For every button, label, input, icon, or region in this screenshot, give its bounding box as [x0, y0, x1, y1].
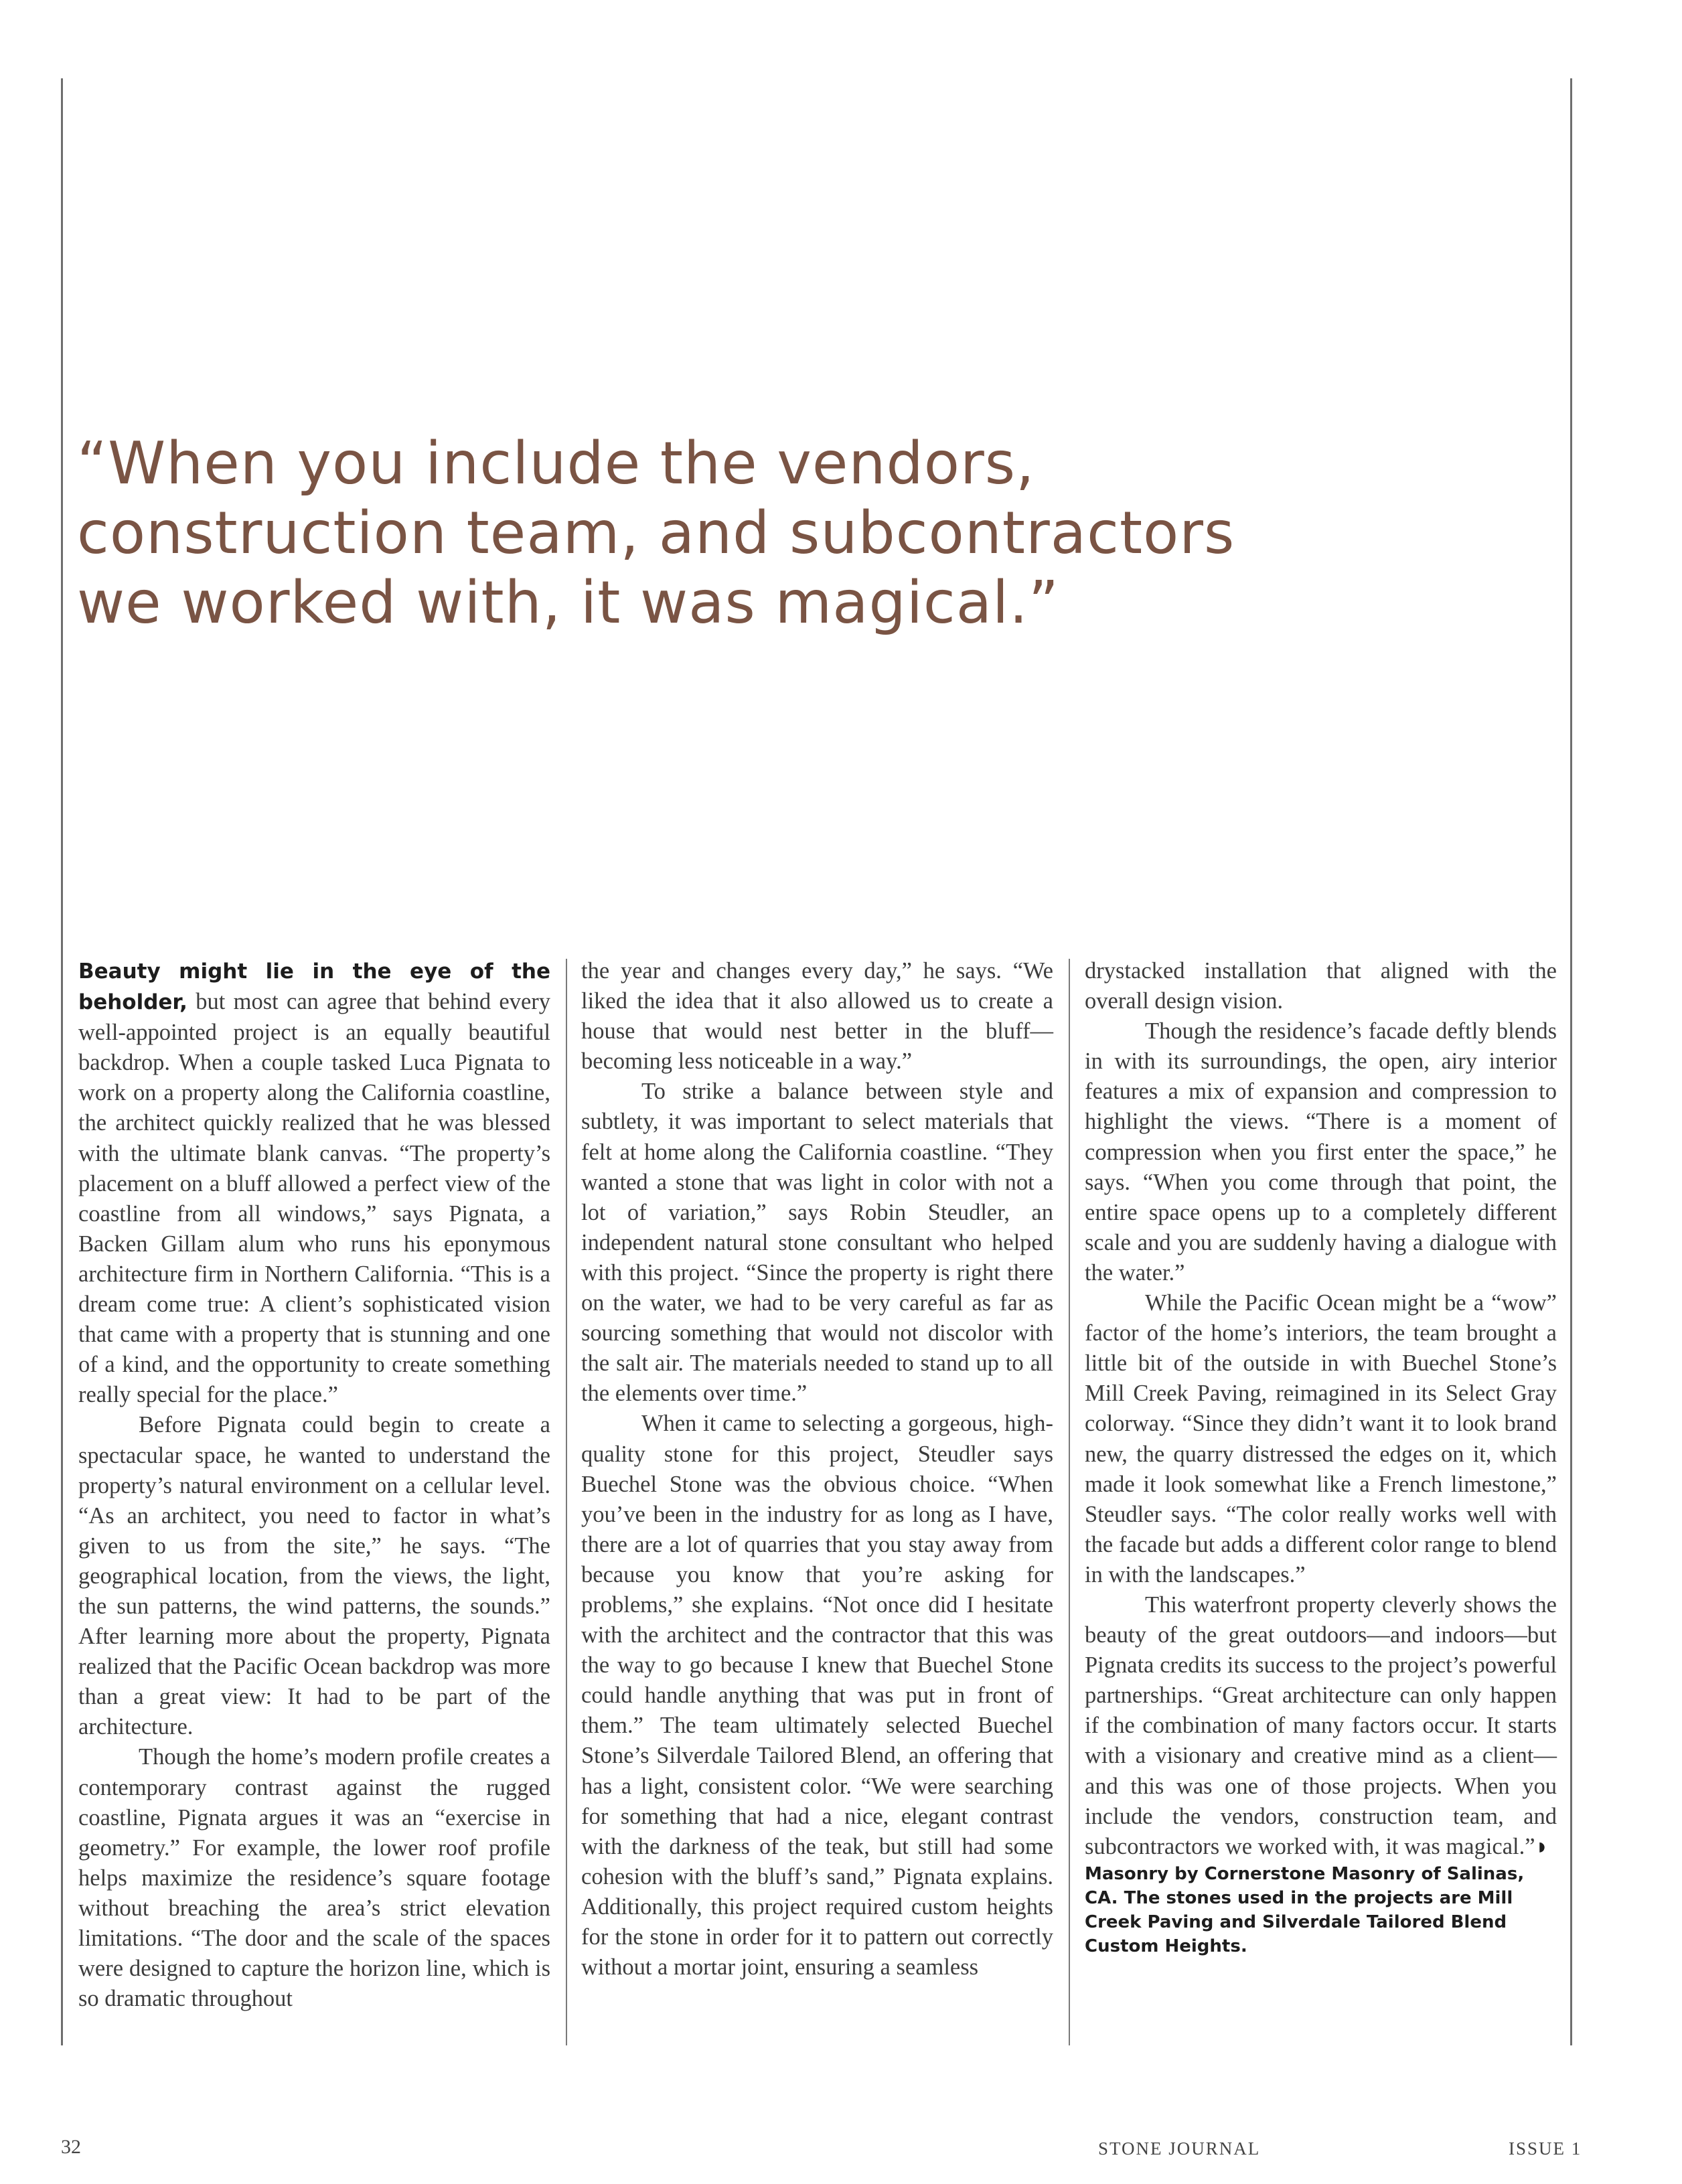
- paragraph-text: This waterfront property cleverly shows the beauty of the great outdoors—and indoors—but Pignata credits its success to the project’s powerful partnerships. “Great architecture can only happen if the combination of many factors occur. It starts with a visionary and creative mind as a client—and this was one of those projects. When you include the vendors, construction team, and subcontractors we worked with, it was magical.”: [1085, 1591, 1557, 1859]
- article-column-2: [581, 956, 1053, 1982]
- paragraph: [78, 956, 550, 1410]
- paragraph: While the Pacific Ocean might be a “wow” factor of the home’s interiors, the team brought a little bit of the outside in with Buechel Stone’s Mill Creek Paving, reimagined in its Select Gray colorway. “Since they didn’t want it to look brand new, the quarry distressed the edges on it, which made it look somewhat like a French limestone,” Steudler says. “The color really works well with the facade but adds a different color range to blend in with the landscapes.”: [1085, 1290, 1557, 1587]
- page-left-rule: [61, 78, 63, 2045]
- pull-quote-line: we worked with, it was magical.”: [77, 568, 1059, 637]
- photo-caption: Masonry by Cornerstone Masonry of Salinas, CA. The stones used in the projects are Mill Creek Paving and Silverdale Tailored Blend Custom Heights.: [1085, 1863, 1525, 1956]
- lead-in: Beauty might lie in the eye of the beholder,: [78, 959, 550, 1015]
- page-right-rule: [1570, 78, 1572, 2045]
- article-column-3: [1085, 956, 1557, 1958]
- pull-quote: [77, 428, 1349, 637]
- issue-label: ISSUE 1: [1509, 2138, 1582, 2159]
- paragraph-text: but most can agree that behind every well-appointed project is an equally beautiful backdrop. When a couple tasked Luca Pignata to work on a property along the California coastline, the architect quickly realized that he was blessed with the ultimate blank canvas. “The property’s placement on a bluff allowed a perfect view of the coastline from all windows,” says Pignata, a Backen Gillam alum who runs his eponymous architecture firm in Northern California. “This is a dream come true: A client’s sophisticated vision that came with a property that is stunning and one of a kind, and the opportunity to create something really special for the place.”: [78, 989, 550, 1408]
- paragraph: the year and changes every day,” he says. “We liked the idea that it also allowed us to create a house that would nest better in the bluff—becoming less noticeable in a way.”: [581, 958, 1053, 1075]
- pull-quote-line: construction team, and subcontractors: [77, 499, 1235, 567]
- column-divider-1: [566, 959, 567, 2045]
- paragraph: [1085, 1590, 1557, 1862]
- page-number: 32: [61, 2136, 81, 2158]
- paragraph: drystacked installation that aligned with the overall design vision.: [1085, 958, 1557, 1014]
- paragraph: To strike a balance between style and subtlety, it was important to select materials that felt at home along the California coastline. “They wanted a stone that was light in color with not a lot of variation,” says Robin Steudler, an independent natural stone consultant who helped with this project. “Since the property is right there on the water, we had to be very careful as far as sourcing something that would not discolor with the salt air. The materials needed to stand up to all the elements over time.”: [581, 1079, 1053, 1407]
- paragraph: Before Pignata could begin to create a spectacular space, he wanted to understand the property’s natural environment on a cellular level. “As an architect, you need to factor in what’s given to us from the site,” he says. “The geographical location, from the views, the light, the sun patterns, the wind patterns, the sounds.” After learning more about the property, Pignata realized that the Pacific Ocean backdrop was more than a great view: It had to be part of the architecture.: [78, 1412, 550, 1740]
- column-divider-2: [1069, 959, 1070, 2045]
- end-mark-icon: ◗: [1535, 1833, 1549, 1859]
- pull-quote-line: “When you include the vendors,: [77, 429, 1035, 497]
- article-column-1: [78, 956, 550, 2014]
- paragraph: Though the residence’s facade deftly blends in with its surroundings, the open, airy interior features a mix of expansion and compression to highlight the views. “There is a moment of compression when you first enter the space,” he says. “When you come through that point, the entire space opens up to a completely different scale and you are suddenly having a dialogue with the water.”: [1085, 1018, 1557, 1285]
- journal-name: STONE JOURNAL: [1098, 2138, 1261, 2159]
- paragraph: When it came to selecting a gorgeous, high-quality stone for this project, Steudler says Buechel Stone was the obvious choice. “When you’ve been in the industry for as long as I have, there are a lot of quarries that you stay away from because you know that you’re asking for problems,” she explains. “Not once did I hesitate with the architect and the contractor that this was the way to go because I knew that Buechel Stone could handle anything that was put in front of them.” The team ultimately selected Buechel Stone’s Silverdale Tailored Blend, an offering that has a light, consistent color. “We were searching for something that had a nice, elegant contrast with the darkness of the teak, but still had some cohesion with the bluff’s sand,” Pignata explains. Additionally, this project required custom heights for the stone in order for it to pattern out correctly without a mortar joint, ensuring a seamless: [581, 1411, 1053, 1980]
- paragraph: Though the home’s modern profile creates a contemporary contrast against the rugged coastline, Pignata argues it was an “exercise in geometry.” For example, the lower roof profile helps maximize the residence’s square footage without breaching the area’s strict elevation limitations. “The door and the scale of the spaces were designed to capture the horizon line, which is so dramatic throughout: [78, 1744, 550, 2012]
